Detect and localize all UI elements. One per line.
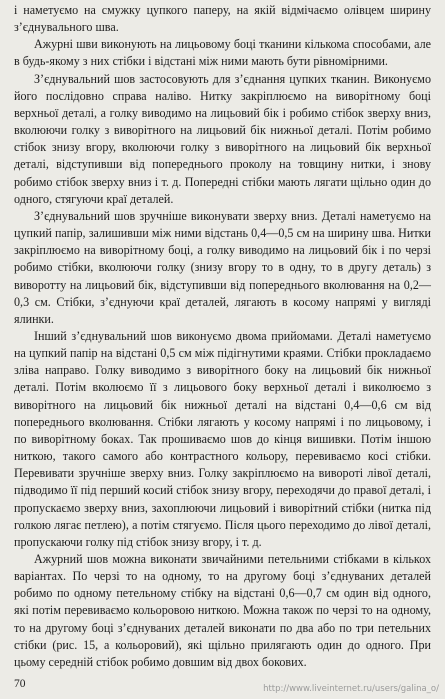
paragraph-two-step-seam: Інший з’єднувальний шов виконуємо двома прийомами. Деталі наметуємо на цупкий папір на відстані 0,5 см між підігнутими краями. Стібки прокладаємо зліва направо. Голку виводимо з виворітного боку на лицьовий бік нижньої деталі. Потім вколюємо її з лицьового боку верхньої деталі і виколюємо з виворітного на лицьовий бік нижньої деталі на відстані 0,4—0,6 см від попереднього вколювання. Стібки лягають у косому напрямі і по лицьовому, і по виворітному боках. Так прошиваємо шов до кінця вишивки. Потім іншою ниткою, такого самого або контрастного кольору, перевиваємо косі стібки. Перевивати зручніше зверху вниз. Голку закріплюємо на вивороті лівої деталі, підводимо її під перший косий стібок знизу вгору, переходячи до правої деталі, і пропускаємо зверху вниз, захоплюючи лицьовий і виворітний стібки (нитка під голкою лягає петлею), а потім стягуємо. Після цього переходимо до лівої деталі, пропускаючи голку під стібок знизу вгору, і т. д.: [14, 328, 431, 549]
body-text: [14, 2, 431, 671]
source-watermark: http://www.liveinternet.ru/users/galina_o/: [263, 684, 439, 694]
paragraph-ajour-intro: Ажурні шви виконують на лицьовому боці тканини кількома способами, але в будь-якому з них стібки і відстані між ними мають бути рівномірними.: [14, 37, 431, 69]
page-number: 70: [14, 678, 26, 690]
paragraph-connecting-seam: З’єднувальний шов застосовують для з’єднання цупких тканин. Виконуємо його послідовно справа наліво. Нитку закріплюємо на виворітному боці верхньої деталі, а голку виводимо на лицьовий бік і робимо стібок зверху вниз, вколюючи голку з виворітного на лицьовий бік нижньої деталі. Потім робимо стібок знизу вгору, вколюючи голку з виворітного на лицьовий бік верхньої деталі, відступивши від попереднього проколу на товщину нитки, і знову робимо стібок зверху вниз і т. д. Попередні стібки мають лягати щільно один до одного, стягуючи краї деталей.: [14, 71, 431, 206]
paragraph-buttonhole-ajour: Ажурний шов можна виконати звичайними петельними стібками в кількох варіантах. По черзі то на одному, то на другому боці з’єднуваних деталей робимо по одному петельному стібку на відстані 0,6—0,7 см один від одного, які потім перевиваємо кольоровою ниткою. Можна також по черзі то на одному, то на другому боці з’єднуваних деталей виконати по два або по три петельних стібки (рис. 15, а кольоровий), які щільно прилягають один до одного. При цьому середній стібок робимо довшим від двох бокових.: [14, 552, 431, 669]
paragraph-top-down-seam: З’єднувальний шов зручніше виконувати зверху вниз. Деталі наметуємо на цупкий папір, залишивши між ними відстань 0,4—0,5 см на ширину шва. Нитки закріплюємо на виворітному боці, а голку виводимо на лицьовий бік і по черзі робимо стібки, вколюючи голку (знизу вгору то в одну, то в другу деталь) з виворотту на лицьовий бік, відступивши від попереднього вколювання на 0,2—0,3 см. Стібки, з’єднуючи краї деталей, лягають в косому напрямі у вигляді ялинки.: [14, 208, 431, 326]
paragraph-continuation: і наметуємо на смужку цупкого паперу, на якій відмічаємо олівцем ширину з’єднувального шва.: [14, 3, 431, 35]
